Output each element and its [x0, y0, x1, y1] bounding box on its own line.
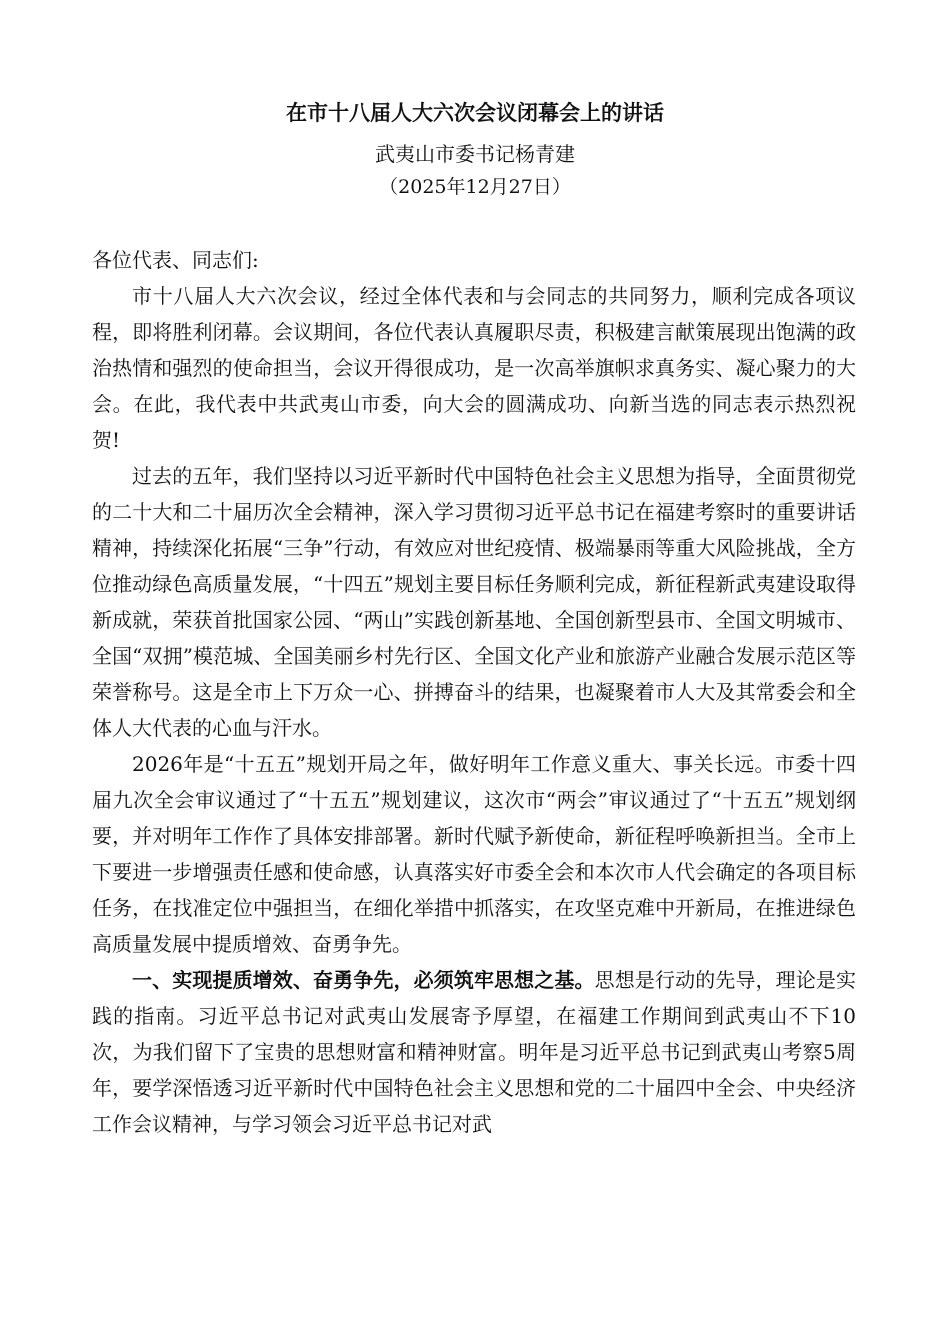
paragraph-3-text: 2026年是“十五五”规划开局之年，做好明年工作意义重大、事关长远。市委十四届九次全会审议通过了“十五五”规划建议，这次市“两会”审议通过了“十五五”规划纲要，并对明年工作作了具体安排部署。新时代赋予新使命，新征程呼唤新担当。全市上下要进一步增强责任感和使命感，认真落实好市委全会和本次市人代会确定的各项目标任务，在找准定位中强担当，在细化举措中抓落实，在攻坚克难中开新局，在推进绿色高质量发展中提质增效、奋勇争先。 — [92, 752, 856, 956]
document-author: 武夷山市委书记杨青建 — [375, 142, 575, 166]
section-one-heading: 一、实现提质增效、奋勇争先，必须筑牢思想之基。 — [132, 968, 595, 992]
paragraph-1 — [92, 278, 856, 458]
paragraph-4 — [92, 962, 856, 1142]
paragraph-3 — [92, 746, 856, 962]
document-title: 在市十八届人大六次会议闭幕会上的讲话 — [286, 100, 664, 125]
paragraph-1-text: 市十八届人大六次会议，经过全体代表和与会同志的共同努力，顺利完成各项议程，即将胜利闭幕。会议期间，各位代表认真履职尽责，积极建言献策展现出饱满的政治热情和强烈的使命担当，会议开得很成功，是一次高举旗帜求真务实、凝心聚力的大会。在此，我代表中共武夷山市委，向大会的圆满成功、向新当选的同志表示热烈祝贺! — [92, 284, 856, 452]
document-date: （2025年12月27日） — [379, 176, 571, 198]
salutation: 各位代表、同志们: — [92, 248, 259, 272]
document-body — [92, 242, 856, 1142]
paragraph-2 — [92, 458, 856, 746]
paragraph-4-text: 思想是行动的先导，理论是实践的指南。习近平总书记对武夷山发展寄予厚望，在福建工作期间到武夷山不下10次，为我们留下了宝贵的思想财富和精神财富。明年是习近平总书记到武夷山考察5周年，要学深悟透习近平新时代中国特色社会主义思想和党的二十届四中全会、中央经济工作会议精神，与学习领会习近平总书记对武 — [92, 968, 857, 1136]
paragraph-2-text: 过去的五年，我们坚持以习近平新时代中国特色社会主义思想为指导，全面贯彻党的二十大和二十届历次全会精神，深入学习贯彻习近平总书记在福建考察时的重要讲话精神，持续深化拓展“三争”行动，有效应对世纪疫情、极端暴雨等重大风险挑战，全方位推动绿色高质量发展，“十四五”规划主要目标任务顺利完成，新征程新武夷建设取得新成就，荣获首批国家公园、“两山”实践创新基地、全国创新型县市、全国文明城市、全国“双拥”模范城、全国美丽乡村先行区、全国文化产业和旅游产业融合发展示范区等荣誉称号。这是全市上下万众一心、拼搏奋斗的结果，也凝聚着市人大及其常委会和全体人大代表的心血与汗水。 — [92, 464, 856, 740]
